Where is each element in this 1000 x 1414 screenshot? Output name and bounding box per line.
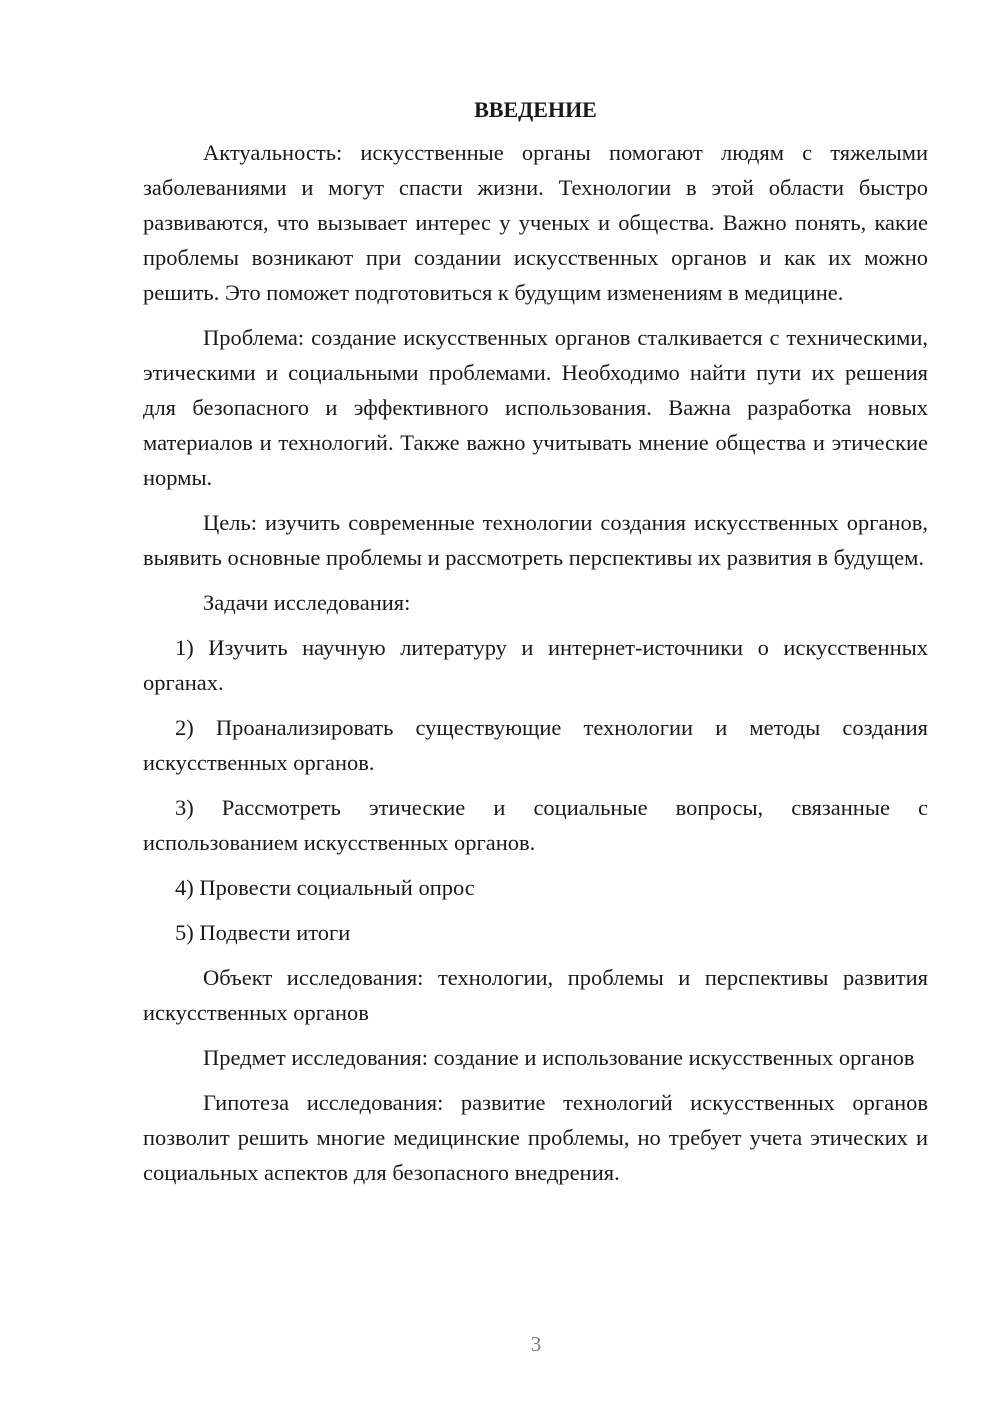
page-title: ВВЕДЕНИЕ <box>474 97 597 122</box>
paragraph-subject: Предмет исследования: создание и использование искусственных органов <box>203 1045 915 1070</box>
task-item-4: 4) Провести социальный опрос <box>175 875 475 900</box>
task-item-3: 3) Рассмотреть этические и социальные вопросы, связанные с использованием искусственных органов. <box>143 795 928 855</box>
paragraph-problem: Проблема: создание искусственных органов сталкивается с техническими, этическими и социальными проблемами. Необходимо найти пути их решения для безопасного и эффективного использования. Важна разработка новых материалов и технологий. Также важно учитывать мнение общества и этические нормы. <box>143 325 928 490</box>
task-item-5: 5) Подвести итоги <box>175 920 351 945</box>
page-number: 3 <box>530 1332 542 1356</box>
tasks-heading: Задачи исследования: <box>203 590 411 615</box>
page-body <box>143 92 928 1200</box>
task-item-2: 2) Проанализировать существующие технологии и методы создания искусственных органов. <box>143 715 928 775</box>
paragraph-goal: Цель: изучить современные технологии создания искусственных органов, выявить основные проблемы и рассмотреть перспективы их развития в будущем. <box>143 510 928 570</box>
paragraph-hypothesis: Гипотеза исследования: развитие технологий искусственных органов позволит решить многие медицинские проблемы, но требует учета этических и социальных аспектов для безопасного внедрения. <box>143 1090 928 1185</box>
paragraph-relevance: Актуальность: искусственные органы помогают людям с тяжелыми заболеваниями и могут спасти жизни. Технологии в этой области быстро развиваются, что вызывает интерес у ученых и общества. Важно понять, какие проблемы возникают при создании искусственных органов и как их можно решить. Это поможет подготовиться к будущим изменениям в медицине. <box>143 140 928 305</box>
paragraph-object: Объект исследования: технологии, проблемы и перспективы развития искусственных органов <box>143 965 928 1025</box>
task-item-1: 1) Изучить научную литературу и интернет-источники о искусственных органах. <box>143 635 928 695</box>
